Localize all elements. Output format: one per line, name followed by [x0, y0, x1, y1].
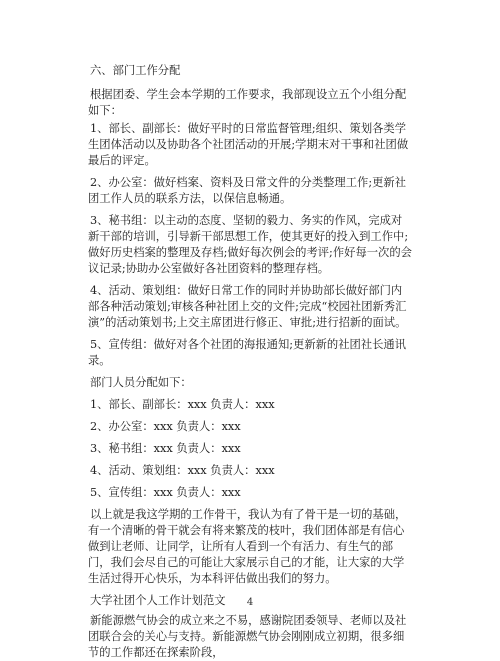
paragraph: 1、部长、副部长：做好平时的日常监督管理;组织、策划各类学生团体活动以及协助各个社团活动的开展;学期末对干事和社团做最后的评定。: [88, 122, 409, 167]
paragraph: 以上就是我这学期的工作骨干，我认为有了骨干是一切的基础，有一个清晰的骨干就会有将来繁茂的枝叶，我们团体部是有信心做到让老师、让同学，让所有人看到一个有活力、有生气的部门，我们会尽自己的可能让大家展示自己的才能，让大家的大学生活过得开心快乐，为本科评估做出我们的努力。: [88, 508, 407, 585]
paragraph: 1、部长、副部长：xxx 负责人：xxx: [90, 398, 275, 411]
paragraph: 部门人员分配如下：: [90, 376, 192, 389]
paragraph: 2、办公室：xxx 负责人：xxx: [90, 420, 241, 433]
page-number: 4: [246, 597, 254, 608]
paragraph: 4、活动、策划组：做好日常工作的同时并协助部长做好部门内部各种活动策划;审核各种社团上交的文件;完成“校园社团新秀汇演”的活动策划书;上交主席团进行修正、审批;进行招新的面试。: [88, 284, 407, 329]
paragraph: 5、宣传组：做好对各个社团的海报通知;更新新的社团社长通讯录。: [88, 338, 407, 367]
paragraph: 3、秘书组：以主动的态度、坚韧的毅力、务实的作风，完成对新干部的培训，引导新干部思想工作，使其更好的投入到工作中;做好历史档案的整理及存档;做好每次例会的考评;作好每一次的会议记录;协助办公室做好各社团资料的整理存档。: [88, 214, 412, 275]
paragraph: 4、活动、策划组：xxx 负责人：xxx: [90, 464, 275, 477]
paragraph: 新能源燃气协会的成立来之不易，感谢院团委领导、老师以及社团联合会的关心与支持。新能源燃气协会刚刚成立初期，很多细节的工作都还在探索阶段，: [88, 614, 407, 659]
paragraph: 5、宣传组：xxx 负责人：xxx: [90, 486, 241, 499]
paragraph: 大学社团个人工作计划范文: [90, 594, 226, 607]
paragraph: 根据团委、学生会本学期的工作要求，我部现设立五个小组分配如下：: [88, 88, 407, 117]
paragraph: 六、部门工作分配: [90, 64, 181, 77]
paragraph: 2、办公室：做好档案、资料及日常文件的分类整理工作;更新社团工作人员的联系方法，以保信息畅通。: [88, 176, 407, 205]
paragraph: 3、秘书组：xxx 负责人：xxx: [90, 442, 241, 455]
document-body: [88, 63, 412, 661]
